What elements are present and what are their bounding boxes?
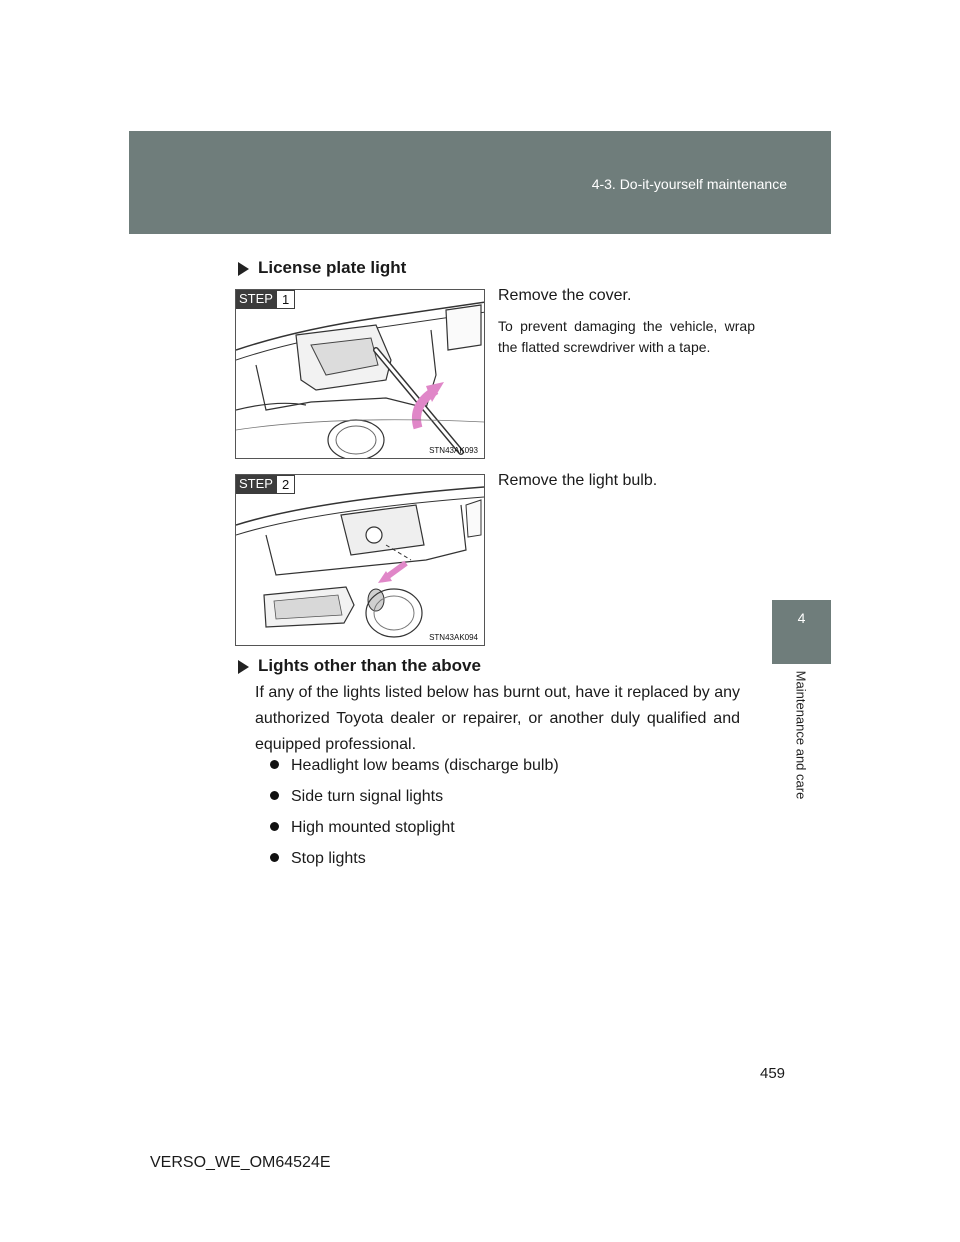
chapter-number: 4 — [797, 610, 806, 626]
other-lights-paragraph: If any of the lights listed below has burnt out, have it replaced by any authorized Toyota dealer or repairer, or another duly qualified and equipped professional. — [255, 684, 740, 753]
chapter-label: Maintenance and care — [793, 670, 809, 800]
section-title: 4-3. Do-it-yourself maintenance — [591, 176, 787, 192]
header-band — [129, 131, 831, 234]
step2-text: Remove the light bulb. — [498, 472, 658, 489]
other-lights-heading: Lights other than the above — [238, 656, 481, 676]
bullet-dot-icon — [270, 822, 279, 831]
list-item: Side turn signal lights — [270, 788, 443, 806]
figure-code: STN43AK094 — [429, 633, 478, 642]
step1-text: Remove the cover. — [498, 287, 632, 304]
step1-badge: STEP 1 — [236, 290, 295, 309]
figure-code: STN43AK093 — [429, 446, 478, 455]
chapter-tab — [772, 600, 831, 664]
bullet-dot-icon — [270, 760, 279, 769]
bulb-removal-illustration — [236, 475, 484, 645]
figure-step1 — [235, 289, 485, 459]
bullet-dot-icon — [270, 853, 279, 862]
figure-step2 — [235, 474, 485, 646]
list-item: High mounted stoplight — [270, 819, 455, 837]
step2-badge: STEP 2 — [236, 475, 295, 494]
bullet-dot-icon — [270, 791, 279, 800]
list-item: Stop lights — [270, 850, 366, 868]
page-number: 459 — [760, 1065, 786, 1082]
document-code: VERSO_WE_OM64524E — [150, 1154, 331, 1171]
triangle-bullet-icon — [238, 660, 249, 674]
cover-removal-illustration — [236, 290, 484, 458]
step1-note: To prevent damaging the vehicle, wrap the flatted screwdriver with a tape. — [498, 318, 755, 355]
license-plate-heading: License plate light — [238, 258, 406, 278]
triangle-bullet-icon — [238, 262, 249, 276]
list-item: Headlight low beams (discharge bulb) — [270, 757, 559, 775]
